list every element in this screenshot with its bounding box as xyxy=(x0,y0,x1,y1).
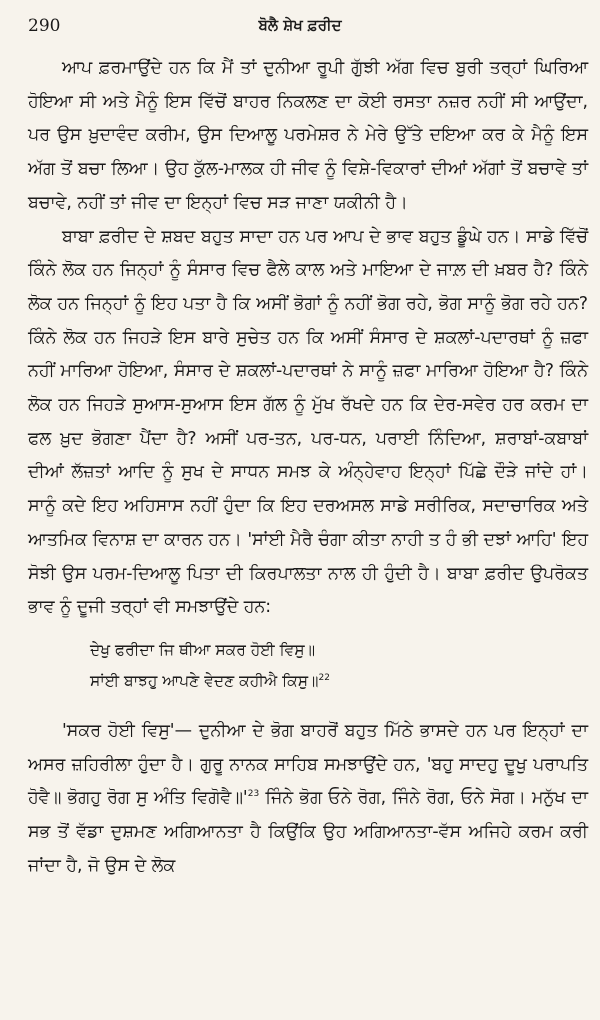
paragraph-line: ਸਾਦਹੁ ਦੂਖੁ ਪਰਾਪਤਿ ਹੋਵੈ॥ ਭੋਗਹੁ ਰੋਗ ਸੁ ਅੰਤਿ ਵਿਗੋਵੈ॥' xyxy=(28,754,588,809)
paragraph-line: ਸਦਾਚਾਰਿਕ ਅਤੇ ਆਤਮਿਕ ਵਿਨਾਸ਼ ਦਾ ਕਾਰਨ ਹਨ। 'ਸਾਂਈ ਮੈਰੈ ਚੰਗਾ ਕੀਤਾ ਨਾਹੀ xyxy=(28,496,589,550)
paragraph-line: ਜਾਲ਼ ਦੀ ਖ਼ਬਰ ਹੈ? ਕਿੰਨੇ ਲੋਕ ਹਨ ਜਿਨ੍ਹਾਂ ਨੂੰ ਇਹ ਪਤਾ ਹੈ ਕਿ ਅਸੀਂ ਭੋਗਾਂ ਨੂੰ ਨਹੀਂ xyxy=(28,260,588,314)
paragraph-line: ਘਿਰਿਆ ਹੋਇਆ ਸੀ ਅਤੇ ਮੈਨੂੰ ਇਸ ਵਿੱਚੋਂ ਬਾਹਰ ਨਿਕਲਣ ਦਾ ਕੋਈ ਰਸਤਾ xyxy=(28,58,588,112)
quote-line-2-text: ਸਾਂਈ ਬਾਝਹੁ ਆਪਣੇ ਵੇਦਣ ਕਹੀਐ ਕਿਸੁ॥ xyxy=(90,671,319,690)
paragraph-line: ਦੀਆਂ ਲੱਜ਼ਤਾਂ ਆਦਿ ਨੂੰ ਸੁਖ ਦੇ ਸਾਧਨ ਸਮਝ ਕੇ ਅੰਨ੍ਹੇਵਾਹ ਇਨ੍ਹਾਂ ਪਿੱਛੇ ਦੌੜੇ ਜਾਂਦੇ xyxy=(28,462,553,483)
paragraph-2 xyxy=(28,221,588,625)
footnote-ref-23: 23 xyxy=(247,789,260,800)
quote-line-1: ਦੇਖੁ ਫਰੀਦਾ ਜਿ ਥੀਆ ਸਕਰ ਹੋਈ ਵਿਸੁ॥ xyxy=(90,640,316,659)
paragraph-line: ਆਪ ਫ਼ਰਮਾਉਂਦੇ ਹਨ ਕਿ ਮੈਂ ਤਾਂ ਦੁਨੀਆ ਰੂਪੀ ਗੁੱਝੀ ਅੱਗ ਵਿਚ ਬੁਰੀ ਤਰ੍ਹਾਂ xyxy=(62,58,528,78)
running-head: ਬੋਲੈ ਸ਼ੇਖ ਫ਼ਰੀਦ xyxy=(258,16,342,34)
footnote-ref-22: 22 xyxy=(318,672,330,683)
paragraph-line: ਇਨ੍ਹਾਂ ਦਾ ਅਸਰ ਜ਼ਹਿਰੀਲਾ ਹੁੰਦਾ ਹੈ। ਗੁਰੂ ਨਾਨਕ ਸਾਹਿਬ ਸਮਝਾਉਂਦੇ ਹਨ, 'ਬਹੁ xyxy=(28,720,588,775)
quote-line-2 xyxy=(90,666,588,697)
paragraph-line: ਦੇ ਸ਼ਕਲਾਂ-ਪਦਾਰਥਾਂ ਨੇ ਸਾਨੂੰ ਜ਼ਫਾ ਮਾਰਿਆ ਹੋਇਆ ਹੈ? ਕਿੰਨੇ ਲੋਕ ਹਨ ਜਿਹੜੇ xyxy=(28,361,588,416)
paragraph-line: ਖ਼ੁਦ ਭੋਗਣਾ ਪੈਂਦਾ ਹੈ? ਅਸੀਂ ਪਰ-ਤਨ, ਪਰ-ਧਨ, ਪਰਾਈ ਨਿੰਦਿਆ, ਸ਼ਰਾਬਾਂ-ਕਬਾਬਾਂ xyxy=(60,428,588,449)
paragraph-line-tail: ਜਿੰਨੇ ਭੋਗ ਓਨੇ xyxy=(259,788,352,809)
page-header xyxy=(0,14,600,42)
paragraph-1 xyxy=(28,52,588,221)
paragraph-line: ਭੋਗ ਰਹੇ, ਭੋਗ ਸਾਨੂੰ ਭੋਗ ਰਹੇ ਹਨ? ਕਿੰਨੇ ਲੋਕ ਹਨ ਜਿਹੜੇ ਇਸ ਬਾਰੇ ਸੁਚੇਤ ਹਨ xyxy=(28,293,588,348)
paragraph-line: ਕਿਉਂਕਿ ਉਹ ਅਗਿਆਨਤਾ-ਵੱਸ ਅਜਿਹੇ ਕਰਮ ਕਰੀ ਜਾਂਦਾ ਹੈ, ਜੋ ਉਸ ਦੇ ਲੋਕ xyxy=(28,822,588,876)
paragraph-line: ਸਾਡੇ ਵਿੱਚੋਂ ਕਿੰਨੇ ਲੋਕ ਹਨ ਜਿਨ੍ਹਾਂ ਨੂੰ ਸੰਸਾਰ ਵਿਚ ਫੈਲੇ ਕਾਲ ਅਤੇ ਮਾਇਆ ਦੇ xyxy=(28,226,588,281)
page-body xyxy=(28,52,588,883)
paragraph-line: ਬਾਬਾ ਫ਼ਰੀਦ ਦੇ ਸ਼ਬਦ ਬਹੁਤ ਸਾਦਾ ਹਨ ਪਰ ਆਪ ਦੇ ਭਾਵ ਬਹੁਤ ਡੂੰਘੇ ਹਨ। xyxy=(62,226,521,247)
paragraph-line: ਤ ਹੰ ਭੀ ਦਝਾਂ ਆਹਿ' ਇਹ ਸੋਝੀ ਉਸ ਪਰਮ-ਦਿਆਲੂ ਪਿਤਾ ਦੀ ਕਿਰਪਾਲਤਾ ਨਾਲ ਹੀ xyxy=(28,529,589,584)
scripture-quote xyxy=(90,635,588,697)
paragraph-line: ਕਿ ਅਸੀਂ ਸੰਸਾਰ ਦੇ ਸ਼ਕਲਾਂ-ਪਦਾਰਥਾਂ ਨੂੰ ਜ਼ਫਾ ਨਹੀਂ ਮਾਰਿਆ ਹੋਇਆ, ਸੰਸਾਰ xyxy=(28,327,589,382)
paragraph-line: ਹੀ ਜੀਵ ਨੂੰ ਵਿਸ਼ੇ-ਵਿਕਾਰਾਂ ਦੀਆਂ ਅੱਗਾਂ ਤੋਂ ਬਚਾਵੇ ਤਾਂ ਬਚਾਵੇ, ਨਹੀਂ ਤਾਂ ਜੀਵ ਦਾ xyxy=(28,159,588,213)
paragraph-line: ਰੋਗ, ਜਿੰਨੇ ਰੋਗ, ਓਨੇ ਸੋਗ। ਮਨੁੱਖ ਦਾ ਸਭ ਤੋਂ ਵੱਡਾ ਦੁਸ਼ਮਣ ਅਗਿਆਨਤਾ ਹੈ xyxy=(28,788,588,843)
paragraph-line: ਹੁੰਦੀ ਹੈ। ਬਾਬਾ ਫ਼ਰੀਦ ਉਪਰੋਕਤ ਭਾਵ ਨੂੰ ਦੂਜੀ ਤਰ੍ਹਾਂ ਵੀ ਸਮਝਾਉਂਦੇ ਹਨ: xyxy=(28,563,589,618)
paragraph-line: ਨੇ ਮੇਰੇ ਉੱਤੇ ਦਇਆ ਕਰ ਕੇ ਮੈਨੂੰ ਇਸ ਅੱਗ ਤੋਂ ਬਚਾ ਲਿਆ। ਉਹ ਕੁੱਲ-ਮਾਲਕ xyxy=(28,125,589,180)
paragraph-line: ਸੁਆਸ-ਸੁਆਸ ਇਸ ਗੱਲ ਨੂੰ ਮੁੱਖ ਰੱਖਦੇ ਹਨ ਕਿ ਦੇਰ-ਸਵੇਰ ਹਰ ਕਰਮ ਦਾ ਫਲ xyxy=(28,395,589,449)
paragraph-line: ਇਨ੍ਹਾਂ ਵਿਚ ਸੜ ਜਾਣਾ ਯਕੀਨੀ ਹੈ। xyxy=(186,192,408,213)
paragraph-3 xyxy=(28,715,588,884)
paragraph-line: ਨਜ਼ਰ ਨਹੀਂ ਸੀ ਆਉਂਦਾ, ਪਰ ਉਸ ਖ਼ੁਦਾਵੰਦ ਕਰੀਮ, ਉਸ ਦਿਆਲੂ ਪਰਮੇਸ਼ਰ xyxy=(28,91,589,146)
page-number: 290 xyxy=(28,16,61,36)
paragraph-line: ਹਾਂ। ਸਾਨੂੰ ਕਦੇ ਇਹ ਅਹਿਸਾਸ ਨਹੀਂ ਹੁੰਦਾ ਕਿ ਇਹ ਦਰਅਸਲ ਸਾਡੇ ਸਰੀਰਿਕ, xyxy=(28,462,588,517)
paragraph-line: 'ਸਕਰ ਹੋਈ ਵਿਸੁ'— ਦੁਨੀਆ ਦੇ ਭੋਗ ਬਾਹਰੋਂ ਬਹੁਤ ਮਿੱਠੇ ਭਾਸਦੇ ਹਨ ਪਰ xyxy=(62,720,517,741)
